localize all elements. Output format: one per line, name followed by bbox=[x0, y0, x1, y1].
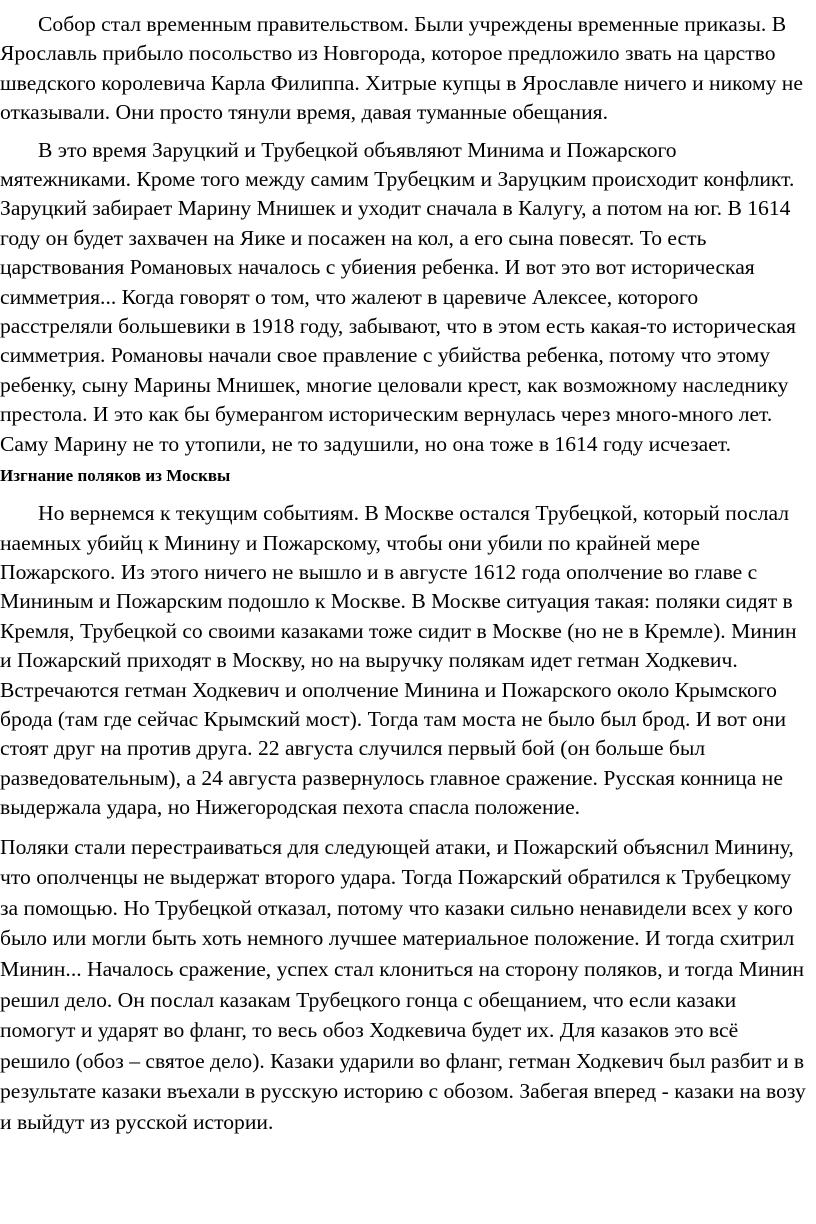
paragraph-battle: Поляки стали перестраиваться для следующей атаки, и Пожарский объяснил Минину, что ополченцы не выдержат второго удара. Тогда Пожарский обратился к Трубецкому за помощью. Но Трубецкой отказал, потому что казаки сильно ненавидели всех у кого было или могли быть хоть немного лучшее материальное положение. И тогда схитрил Минин... Началось сражение, успех стал клониться на сторону поляков, и тогда Минин решил дело. Он послал казакам Трубецкого гонца с обещанием, что если казаки помогут и ударят во фланг, то весь обоз Ходкевича будет их. Для казаков это всё решило (обоз – святое дело). Казаки ударили во фланг, гетман Ходкевич был разбит и в результате казаки въехали в русскую историю с обозом. Забегая вперед - казаки на возу и выйдут из русской истории. bbox=[0, 834, 806, 1134]
section-heading: Изгнание поляков из Москвы bbox=[0, 466, 231, 486]
paragraph-moscow: Но вернемся к текущим событиям. В Москве остался Трубецкой, который послал наемных убийц к Минину и Пожарскому, чтобы они убили по крайней мере Пожарского. Из этого ничего не вышло и в августе 1612 года ополчение во главе с Мининым и Пожарским подошло к Москве. В Москве ситуация такая: поляки сидят в Кремля, Трубецкой со своими казаками тоже сидит в Москве (но не в Кремле). Минин и Пожарский приходят в Москву, но на выручку полякам идет гетман Ходкевич. Встречаются гетман Ходкевич и ополчение Минина и Пожарского около Крымского брода (там где сейчас Крымский мост). Тогда там моста не было был брод. И вот они стоят друг на против друга. 22 августа случился первый бой (он больше был разведовательным), а 24 августа развернулось главное сражение. Русская конница не выдержала удара, но Нижегородская пехота спасла положение. bbox=[0, 501, 797, 820]
paragraph-zarutsky: В это время Заруцкий и Трубецкой объявляют Минима и Пожарского мятежниками. Кроме того между самим Трубецким и Заруцким происходит конфликт. Заруцкий забирает Марину Мнишек и уходит сначала в Калугу, а потом на юг. В 1614 году он будет захвачен на Яике и посажен на кол, а его сына повесят. То есть царствования Романовых началось с убиения ребенка. И вот это вот историческая симметрия... Когда говорят о том, что жалеют в царевиче Алексее, которого расстреляли большевики в 1918 году, забывают, что в этом есть какая-то историческая симметрия. Романовы начали свое правление с убийства ребенка, потому что этому ребенку, сыну Марины Мнишек, многие целовали крест, как возможному наследнику престола. И это как бы бумерангом историческим вернулась через много-много лет. Саму Марину не то утопили, не то задушили, но она тоже в 1614 году исчезает. bbox=[0, 137, 796, 456]
paragraph-sobor: Собор стал временным правительством. Были учреждены временные приказы. В Ярославль прибыло посольство из Новгорода, которое предложило звать на царство шведского королевича Карла Филиппа. Хитрые купцы в Ярославле ничего и никому не отказывали. Они просто тянули время, давая туманные обещания. bbox=[0, 12, 803, 125]
